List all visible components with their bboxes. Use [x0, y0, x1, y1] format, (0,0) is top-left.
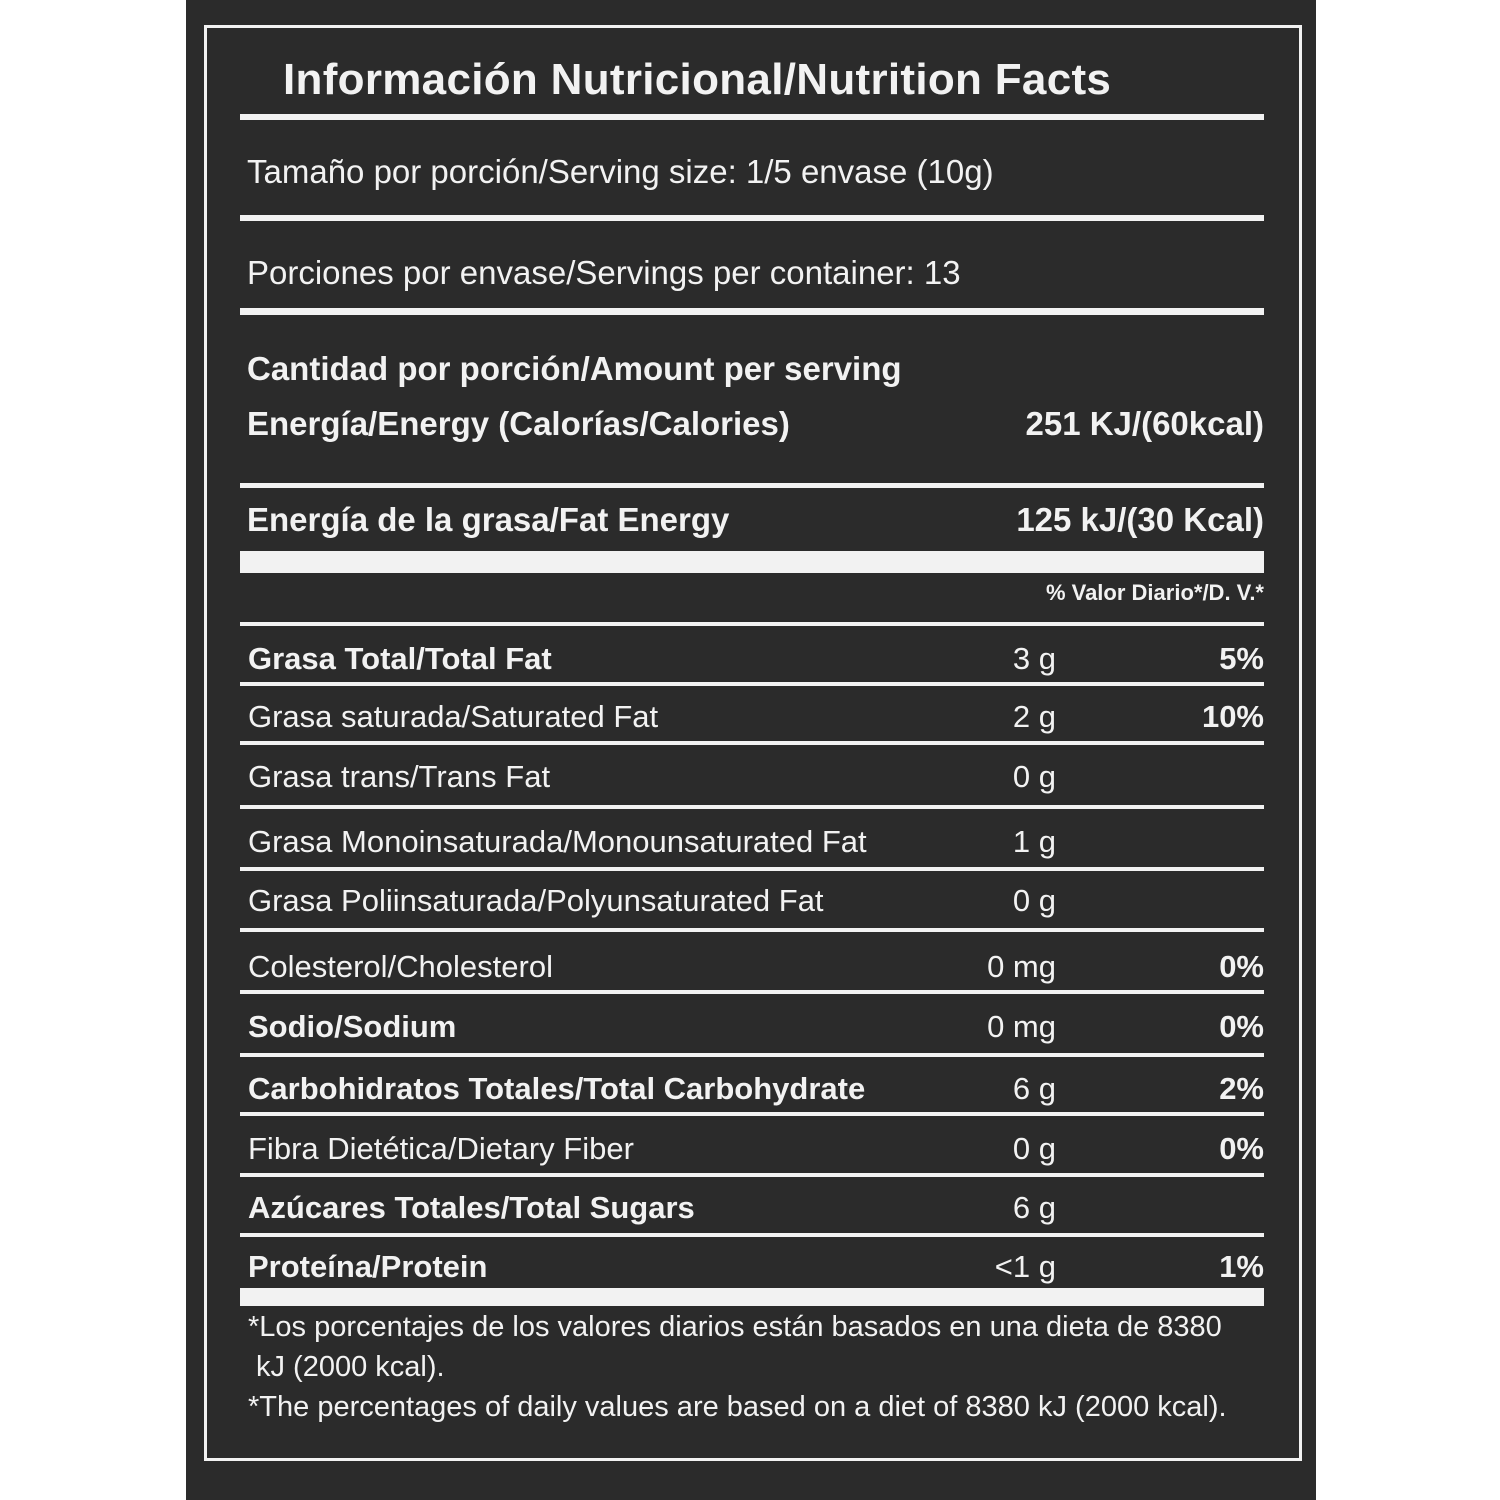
nutrient-dv-total-fat: 5% [1219, 641, 1264, 676]
serving-size: Tamaño por porción/Serving size: 1/5 envase (10g) [247, 153, 994, 190]
thick-divider [240, 551, 1264, 573]
nutrient-name-total-sugars: Azúcares Totales/Total Sugars [248, 1190, 695, 1225]
nutrient-name-total-fat: Grasa Total/Total Fat [248, 641, 552, 676]
fat-energy-value: 125 kJ/(30 Kcal) [1016, 501, 1264, 538]
nutrient-dv-saturated-fat: 10% [1201, 699, 1264, 734]
nutrient-amount-sodium: 0 mg [987, 1009, 1056, 1044]
nutrient-name-trans-fat: Grasa trans/Trans Fat [248, 759, 551, 794]
nutrient-name-polyunsaturated-fat: Grasa Poliinsaturada/Polyunsaturated Fat [248, 883, 824, 918]
nutrient-name-cholesterol: Colesterol/Cholesterol [248, 949, 553, 984]
divider [240, 622, 1264, 626]
row-divider [240, 990, 1264, 994]
nutrient-dv-total-carbohydrate: 2% [1219, 1071, 1264, 1106]
nutrient-name-monounsaturated-fat: Grasa Monoinsaturada/Monounsaturated Fat [248, 824, 867, 859]
divider [240, 308, 1264, 315]
nutrient-name-total-carbohydrate: Carbohidratos Totales/Total Carbohydrate [248, 1071, 866, 1106]
footnote-spanish-line-2: kJ (2000 kcal). [256, 1351, 445, 1383]
footnote-spanish-line-1: *Los porcentajes de los valores diarios están basados en una dieta de 8380 [248, 1311, 1222, 1343]
energy-label: Energía/Energy (Calorías/Calories) [247, 405, 790, 442]
amount-per-serving: Cantidad por porción/Amount per serving [247, 350, 902, 387]
nutrient-amount-saturated-fat: 2 g [1012, 699, 1056, 734]
nutrient-amount-polyunsaturated-fat: 0 g [1012, 883, 1056, 918]
divider [240, 215, 1264, 221]
nutrient-dv-cholesterol: 0% [1219, 949, 1264, 984]
nutrient-amount-protein: <1 g [994, 1249, 1056, 1284]
fat-energy-label: Energía de la grasa/Fat Energy [247, 501, 730, 538]
nutrient-name-saturated-fat: Grasa saturada/Saturated Fat [248, 699, 659, 734]
energy-value: 251 KJ/(60kcal) [1025, 405, 1264, 442]
daily-value-header: % Valor Diario*/D. V.* [1045, 580, 1264, 605]
nutrient-name-dietary-fiber: Fibra Dietética/Dietary Fiber [248, 1131, 634, 1166]
nutrient-amount-monounsaturated-fat: 1 g [1012, 824, 1056, 859]
nutrient-amount-total-carbohydrate: 6 g [1012, 1071, 1056, 1106]
nutrient-amount-total-sugars: 6 g [1012, 1190, 1056, 1225]
row-divider [240, 805, 1264, 809]
servings-per-container: Porciones por envase/Servings per container: 13 [247, 254, 961, 291]
label-title: Información Nutricional/Nutrition Facts [283, 55, 1112, 104]
nutrient-dv-protein: 1% [1219, 1249, 1264, 1284]
row-divider [240, 1173, 1264, 1177]
row-divider [240, 928, 1264, 932]
row-divider [240, 682, 1264, 686]
row-divider [240, 1233, 1264, 1237]
thick-divider [240, 1288, 1264, 1306]
nutrient-dv-dietary-fiber: 0% [1219, 1131, 1264, 1166]
row-divider [240, 867, 1264, 871]
divider [240, 114, 1264, 120]
footnote-english: *The percentages of daily values are based on a diet of 8380 kJ (2000 kcal). [248, 1391, 1227, 1423]
nutrient-dv-sodium: 0% [1219, 1009, 1264, 1044]
nutrient-amount-cholesterol: 0 mg [987, 949, 1056, 984]
nutrient-amount-total-fat: 3 g [1012, 641, 1056, 676]
row-divider [240, 1112, 1264, 1116]
nutrient-amount-trans-fat: 0 g [1012, 759, 1056, 794]
nutrient-name-protein: Proteína/Protein [248, 1249, 488, 1284]
nutrient-name-sodium: Sodio/Sodium [248, 1009, 457, 1044]
divider [240, 483, 1264, 488]
nutrient-amount-dietary-fiber: 0 g [1012, 1131, 1056, 1166]
row-divider [240, 1053, 1264, 1057]
row-divider [240, 741, 1264, 745]
